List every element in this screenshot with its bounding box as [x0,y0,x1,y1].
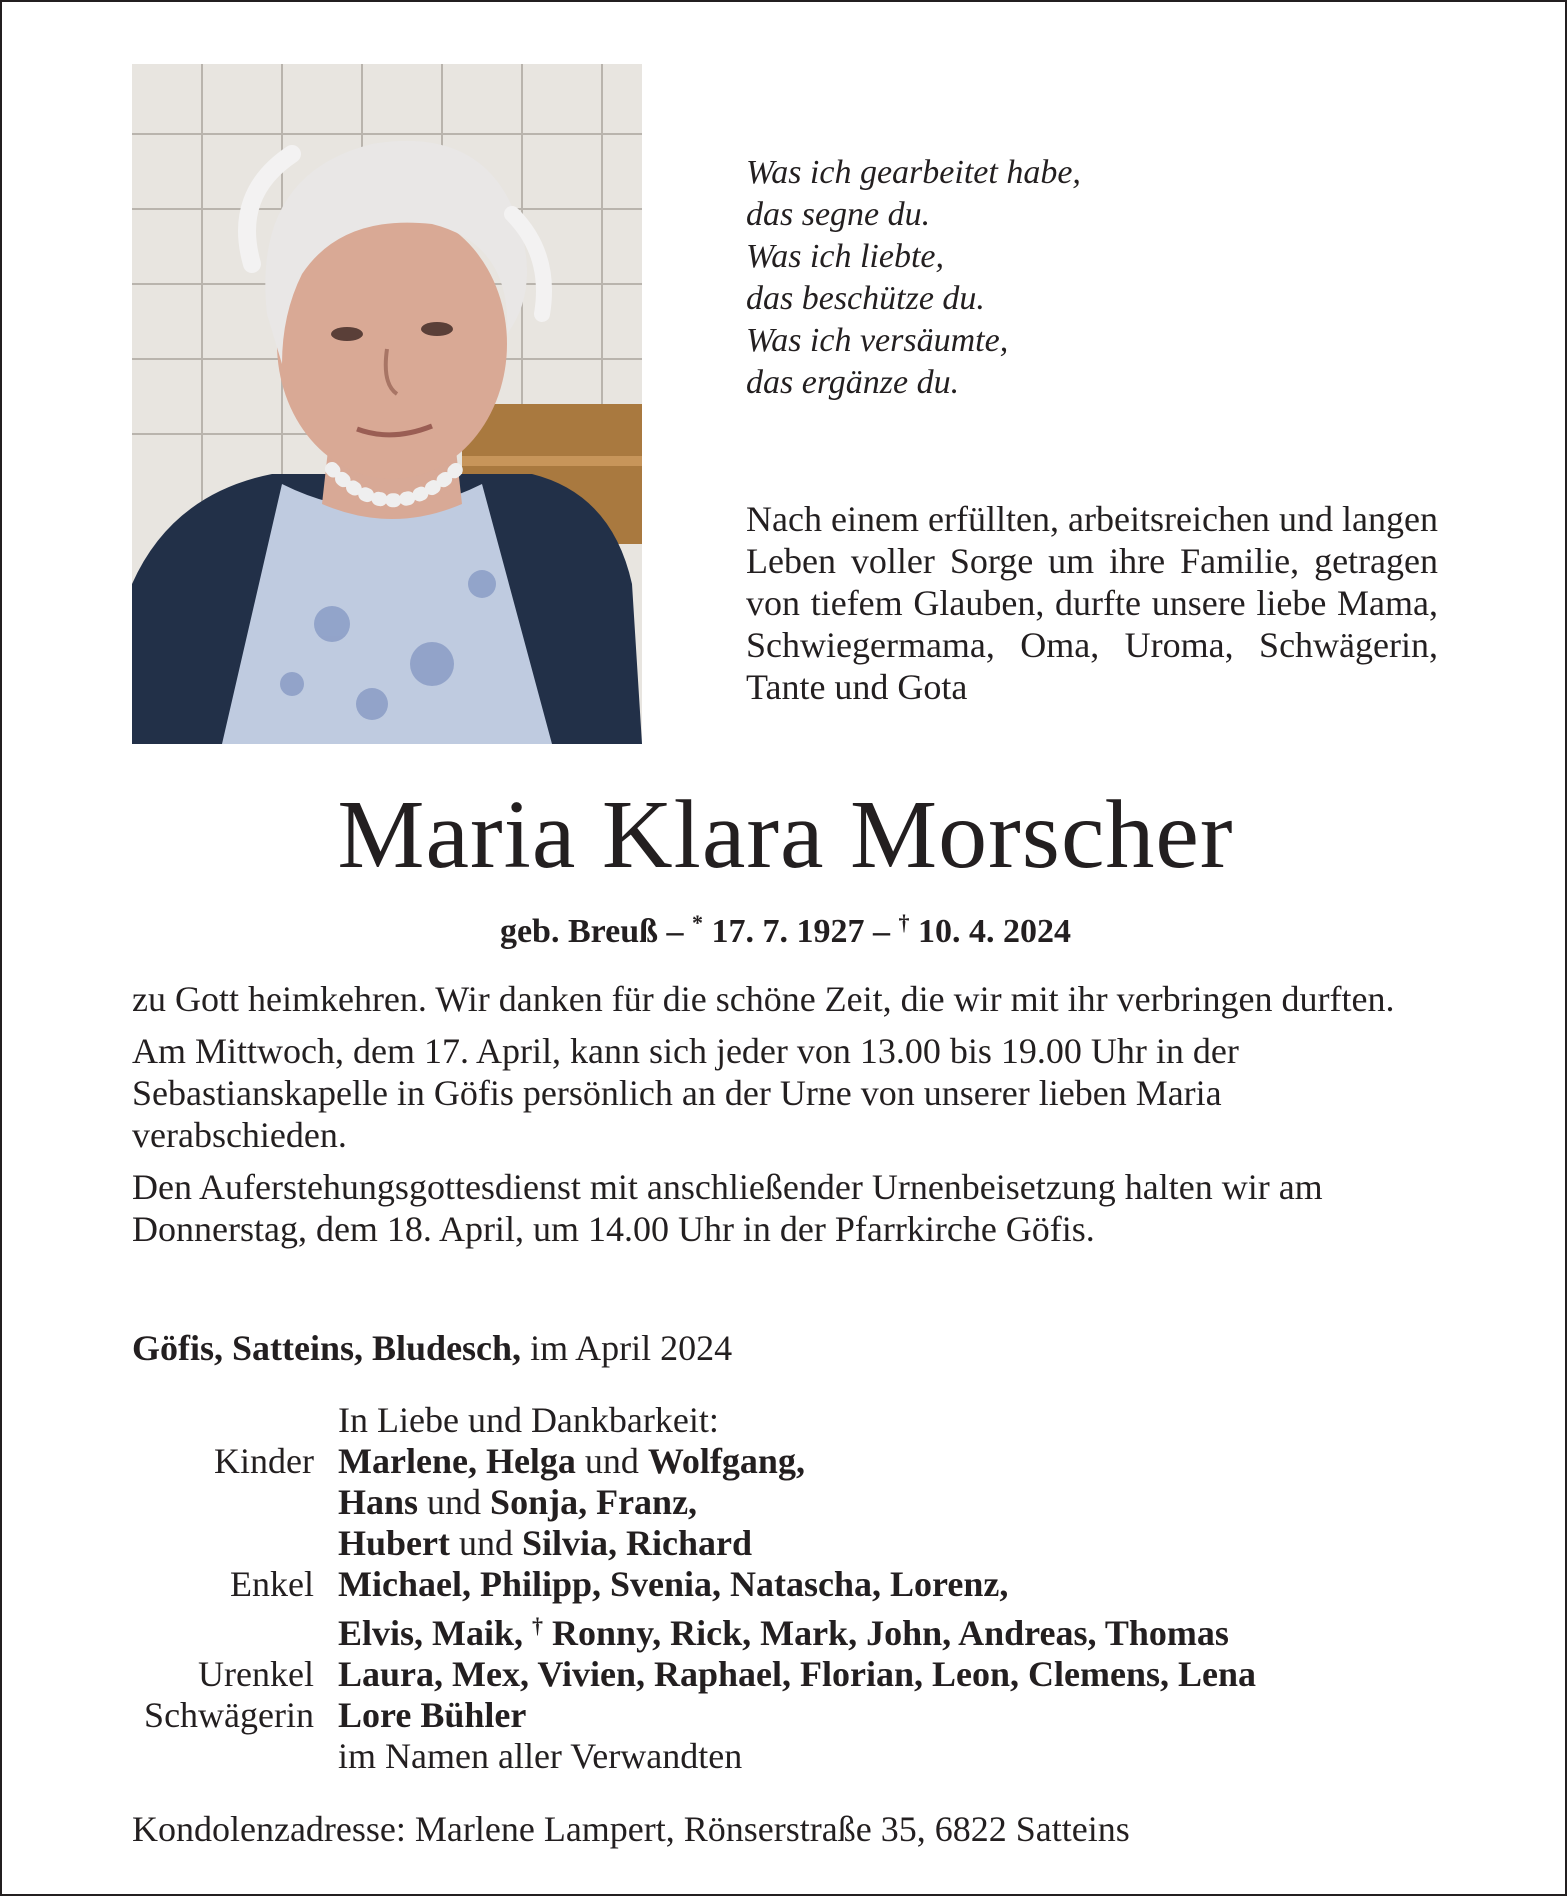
family-list [102,1400,1502,1777]
separator: – [666,913,684,950]
family-label-schwaegerin: Schwägerin [144,1695,314,1735]
family-label-urenkel: Urenkel [198,1654,314,1694]
body-paragraph: zu Gott heimkehren. Wir danken für die schöne Zeit, die wir mit ihr verbringen durften. [132,979,1395,1019]
deceased-dates [2,902,1567,953]
enkel-line [338,1564,1008,1605]
kinder-line [338,1523,752,1564]
name-group: Ronny, Rick, Mark, John, Andreas, Thomas [552,1613,1229,1653]
cross-symbol: † [532,1613,544,1638]
death-symbol: † [898,910,910,935]
body-text [132,978,1438,1260]
conjunction: und [459,1523,513,1563]
poem-line: Was ich liebte, [746,238,944,275]
birth-date: 17. 7. 1927 [711,913,865,950]
family-closing: im Namen aller Verwandten [338,1736,743,1776]
name-group: Lore Bühler [338,1695,527,1735]
death-date: 10. 4. 2024 [918,913,1072,950]
poem-line: Was ich gearbeitet habe, [746,154,1081,191]
family-label-enkel: Enkel [230,1564,314,1604]
poem [746,152,1081,404]
place-date [132,1327,732,1369]
kinder-line [338,1441,805,1482]
poem-line: Was ich versäumte, [746,322,1009,359]
name-group: Michael, Philipp, Svenia, Natascha, Lorenz, [338,1564,1009,1604]
name-group: Wolfgang, [647,1441,805,1481]
poem-line: das ergänze du. [746,364,960,401]
birth-symbol: * [692,910,704,935]
portrait-photo-icon [132,64,642,744]
body-paragraph: Am Mittwoch, dem 17. April, kann sich jeder von 13.00 bis 19.00 Uhr in der Sebastianskapelle in Göfis persönlich an der Urne von unserer lieben Maria verabschieden. [132,1031,1239,1155]
deceased-name: Maria Klara Morscher [337,781,1234,889]
kinder-line [338,1482,697,1523]
name-group: Hubert [338,1523,450,1563]
name-group: Hans [338,1482,419,1522]
name-group: Sonja, Franz, [490,1482,698,1522]
name-group: Silvia, Richard [522,1523,753,1563]
intro-text: Nach einem erfüllten, arbeitsreichen und langen Leben voller Sorge um ihre Familie, getragen von tiefem Glauben, durfte unsere liebe Mama, Schwiegermama, Oma, Uroma, Schwägerin, Tante und Gota [746,499,1438,707]
schwaegerin-line [338,1695,526,1736]
portrait-photo [132,64,642,744]
name-group: Laura, Mex, Vivien, Raphael, Florian, Leon, Clemens, Lena [338,1654,1256,1694]
place-month: im April 2024 [530,1328,733,1368]
family-label-kinder: Kinder [214,1441,314,1481]
condolence-address: Kondolenzadresse: Marlene Lampert, Rönserstraße 35, 6822 Satteins [132,1809,1130,1849]
urenkel-line [338,1654,1256,1695]
enkel-line [338,1605,1229,1654]
poem-line: das segne du. [746,196,931,233]
conjunction: und [427,1482,482,1522]
place-towns: Göfis, Satteins, Bludesch, [132,1328,522,1368]
poem-line: das beschütze du. [746,280,985,317]
separator: – [873,913,891,950]
name-group: Marlene, Helga [338,1441,576,1481]
birth-name: geb. Breuß [499,913,659,950]
conjunction: und [584,1441,639,1481]
family-intro: In Liebe und Dankbarkeit: [338,1400,719,1440]
body-paragraph: Den Auferstehungsgottesdienst mit anschließender Urnenbeisetzung halten wir am Donnerstag, dem 18. April, um 14.00 Uhr in der Pfarrkirche Göfis. [132,1167,1323,1249]
name-group: Elvis, Maik, [338,1613,524,1653]
